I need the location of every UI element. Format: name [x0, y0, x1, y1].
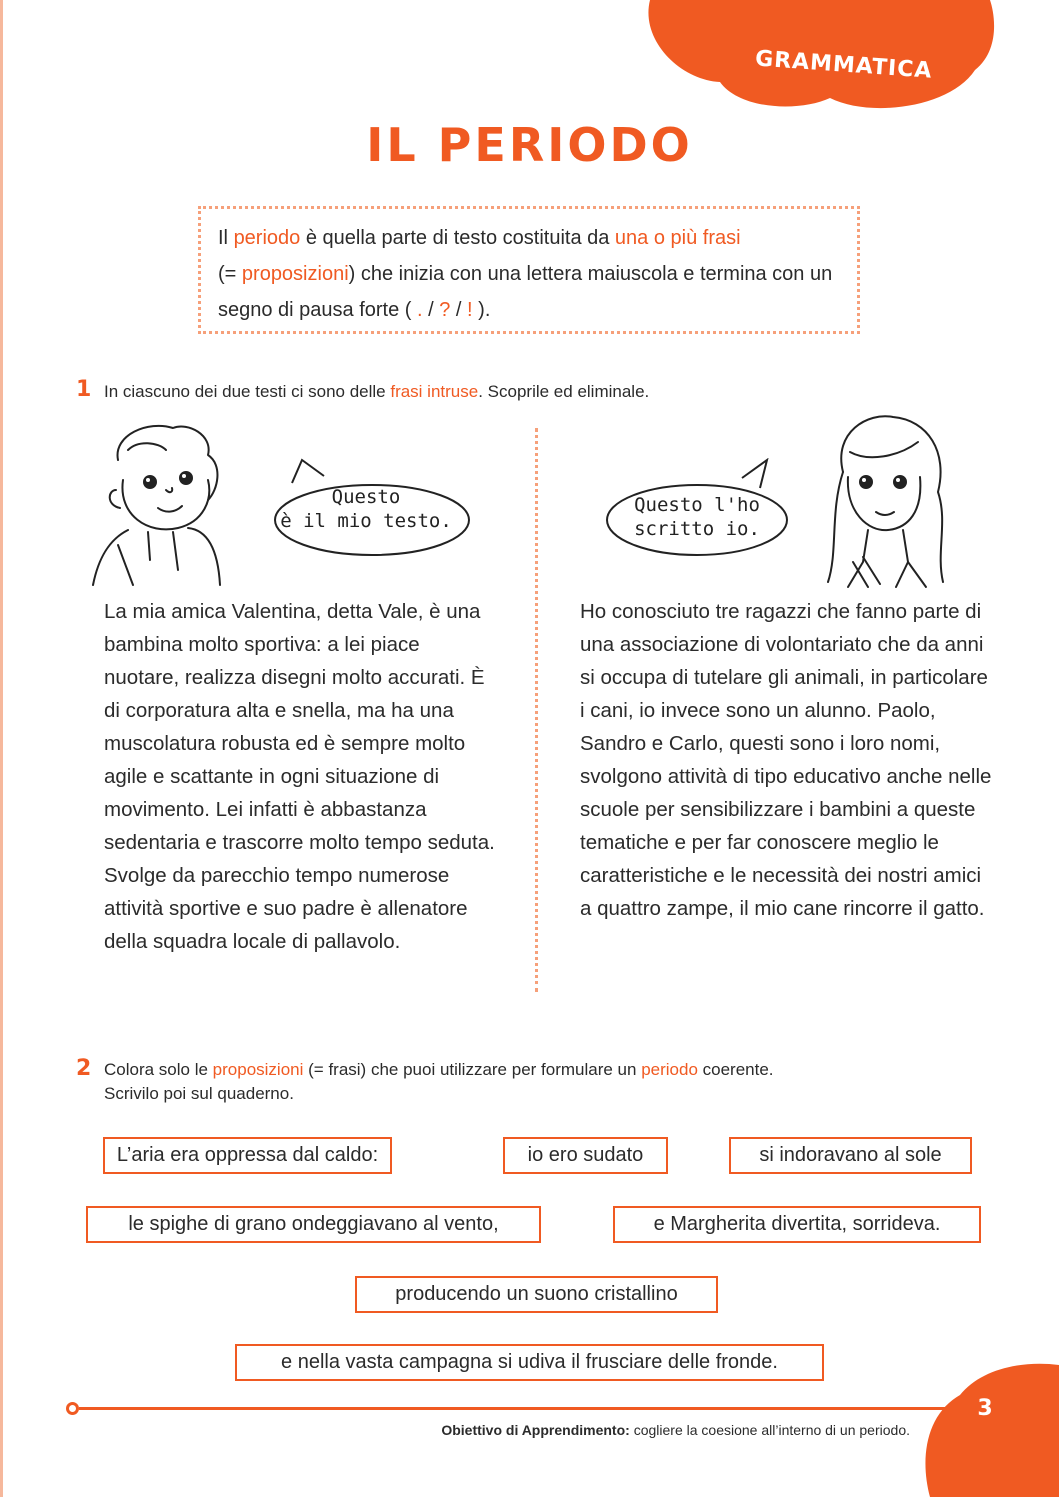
- keyword-periodo: periodo: [233, 227, 301, 249]
- exercise-2-number: 2: [76, 1056, 92, 1081]
- page-title: IL PERIODO: [366, 118, 693, 172]
- keyword-proposizioni: proposizioni: [241, 263, 349, 285]
- page-number: 3: [977, 1396, 993, 1421]
- left-bubble-text: Questo è il mio testo.: [280, 486, 452, 532]
- exercise-1-number: 1: [76, 377, 92, 402]
- punct-exclamation: !: [467, 299, 473, 321]
- left-passage: La mia amica Valentina, detta Vale, è una bambina molto sportiva: a lei piace nuotare, realizza disegni molto accurati. È di corporatura alta e snella, ma ha una muscolatura robusta ed è sempre molto agile e scattante in ogni situazione di movimento. Lei infatti è abbastanza sedentaria e trascorre molto tempo seduta. Svolge da parecchio tempo numerose attività sportive e suo padre è allenatore della squadra locale di pallavolo.: [104, 600, 495, 953]
- clause-chip-6[interactable]: producendo un suono cristallino: [355, 1276, 718, 1313]
- rule-definition: Il periodo è quella parte di testo costituita da una o più frasi (= proposizioni) che inizia con una lettera maiuscola e termina con un segno di pausa forte ( . / ? / ! ).: [218, 227, 833, 321]
- learning-objective: Obiettivo di Apprendimento: cogliere la coesione all’interno di un periodo.: [441, 1422, 910, 1438]
- clause-chip-2[interactable]: io ero sudato: [503, 1137, 668, 1174]
- boy-character-icon: [88, 420, 238, 590]
- right-passage: Ho conosciuto tre ragazzi che fanno parte di una associazione di volontariato che da anni si occupa di tutelare gli animali, in particolare i cani, io invece sono un alunno. Paolo, Sandro e Carlo, questi sono i loro nomi, svolgono attività di tipo educativo anche nelle scuole per sensibilizzare i bambini a queste tematiche e per far conoscere meglio le caratteristiche e le necessità dei nostri amici a quattro zampe, il mio cane rincorre il gatto.: [580, 600, 992, 920]
- exercise-2-instruction: Colora solo le proposizioni (= frasi) che puoi utilizzare per formulare un periodo coerente. Scrivilo poi sul quaderno.: [104, 1060, 774, 1103]
- footer-rule: [79, 1407, 959, 1410]
- exercise-1-instruction: In ciascuno dei due testi ci sono delle frasi intruse. Scoprile ed eliminale.: [104, 382, 650, 401]
- section-label: GRAMMATICA: [754, 46, 934, 84]
- footer-ring-icon: [66, 1402, 79, 1415]
- clause-chip-4[interactable]: le spighe di grano ondeggiavano al vento,: [86, 1206, 541, 1243]
- keyword-periodo-2: periodo: [641, 1060, 698, 1079]
- keyword-una-o-piu-frasi: una o più frasi: [614, 227, 741, 249]
- right-bubble-text: Questo l'ho scritto io.: [634, 494, 760, 540]
- clause-chip-3[interactable]: si indoravano al sole: [729, 1137, 972, 1174]
- page-edge: [0, 0, 3, 1497]
- clause-chip-7[interactable]: e nella vasta campagna si udiva il frusciare delle fronde.: [235, 1344, 824, 1381]
- column-divider: [535, 428, 538, 992]
- clause-chip-1[interactable]: L’aria era oppressa dal caldo:: [103, 1137, 392, 1174]
- keyword-frasi-intruse: frasi intruse: [390, 382, 479, 401]
- clause-chip-5[interactable]: e Margherita divertita, sorrideva.: [613, 1206, 981, 1243]
- punct-question: ?: [439, 299, 451, 321]
- keyword-proposizioni-2: proposizioni: [212, 1060, 304, 1079]
- punct-period: .: [417, 299, 423, 321]
- girl-character-icon: [808, 412, 958, 592]
